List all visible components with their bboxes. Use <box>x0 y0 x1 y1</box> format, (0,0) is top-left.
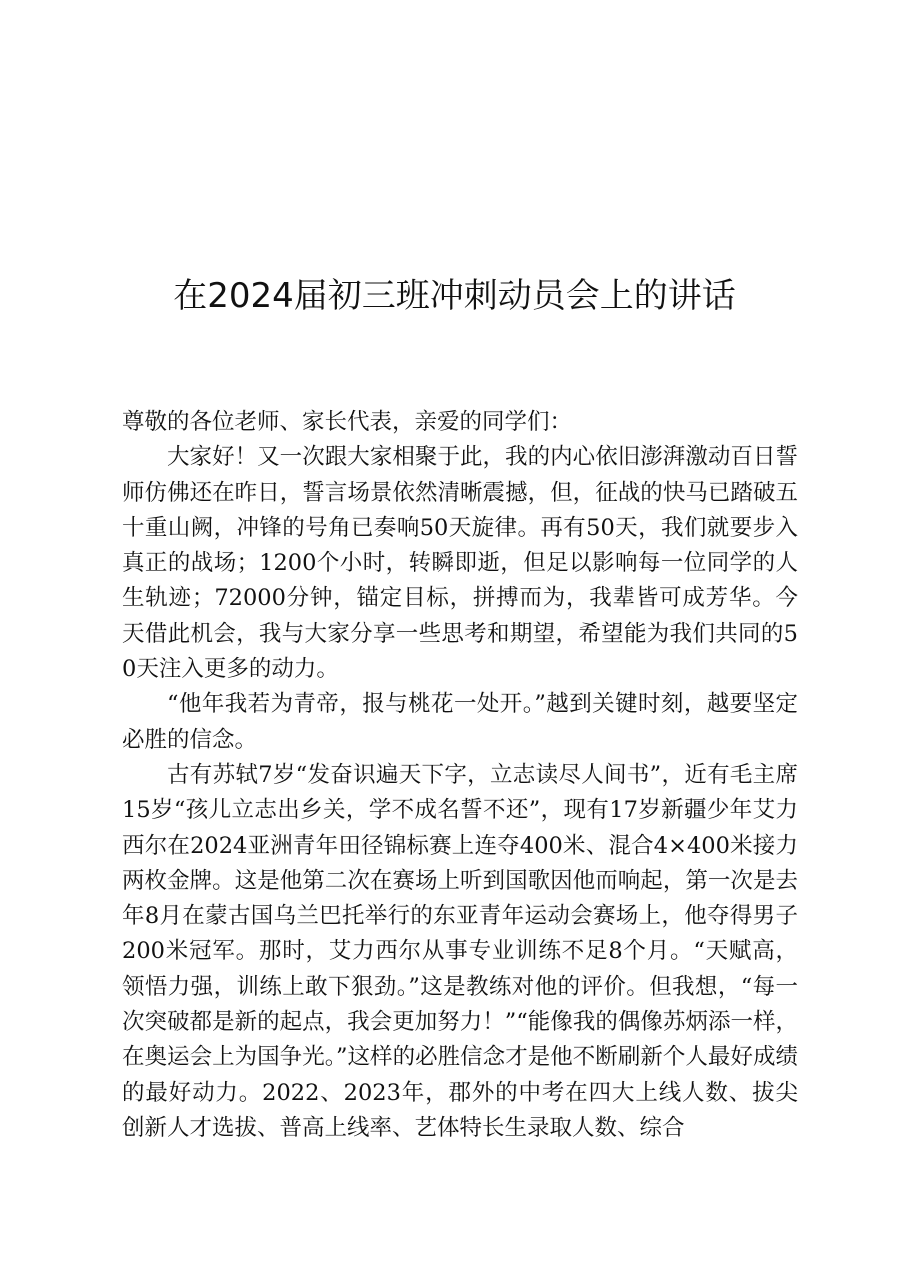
salutation-paragraph: 尊敬的各位老师、家长代表，亲爱的同学们： <box>122 409 573 435</box>
document-body <box>122 405 798 1146</box>
document-title: 在2024届初三班冲刺动员会上的讲话 <box>173 276 736 316</box>
body-paragraph: 古有苏轼7岁“发奋识遍天下字，立志读尽人间书”，近有毛主席15岁“孩儿立志出乡关，学不成名誓不还”，现有17岁新疆少年艾力西尔在2024亚洲青年田径锦标赛上连夺400米、混合4×400米接力两枚金牌。这是他第二次在赛场上听到国歌因他而响起，第一次是去年8月在蒙古国乌兰巴托举行的东亚青年运动会赛场上，他夺得男子200米冠军。那时，艾力西尔从事专业训练不足8个月。“天赋高，领悟力强，训练上敢下狠劲。”这是教练对他的评价。但我想，“每一次突破都是新的起点，我会更加努力！”“能像我的偶像苏炳添一样，在奥运会上为国争光。”这样的必胜信念才是他不断刷新个人最好成绩的最好动力。2022、2023年，郡外的中考在四大上线人数、拔尖创新人才选拔、普高上线率、艺体特长生录取人数、综合 <box>122 761 798 1141</box>
body-paragraph: “他年我若为青帝，报与桃花一处开。”越到关键时刻，越要坚定必胜的信念。 <box>122 691 798 753</box>
body-paragraph: 大家好！又一次跟大家相聚于此，我的内心依旧澎湃激动百日誓师仿佛还在昨日，誓言场景依然清晰震撼，但，征战的快马已踏破五十重山阙，冲锋的号角已奏响50天旋律。再有50天，我们就要步入真正的战场；1200个小时，转瞬即逝，但足以影响每一位同学的人生轨迹；72000分钟，锚定目标，拼搏而为，我辈皆可成芳华。今天借此机会，我与大家分享一些思考和期望，希望能为我们共同的50天注入更多的动力。 <box>122 444 798 683</box>
